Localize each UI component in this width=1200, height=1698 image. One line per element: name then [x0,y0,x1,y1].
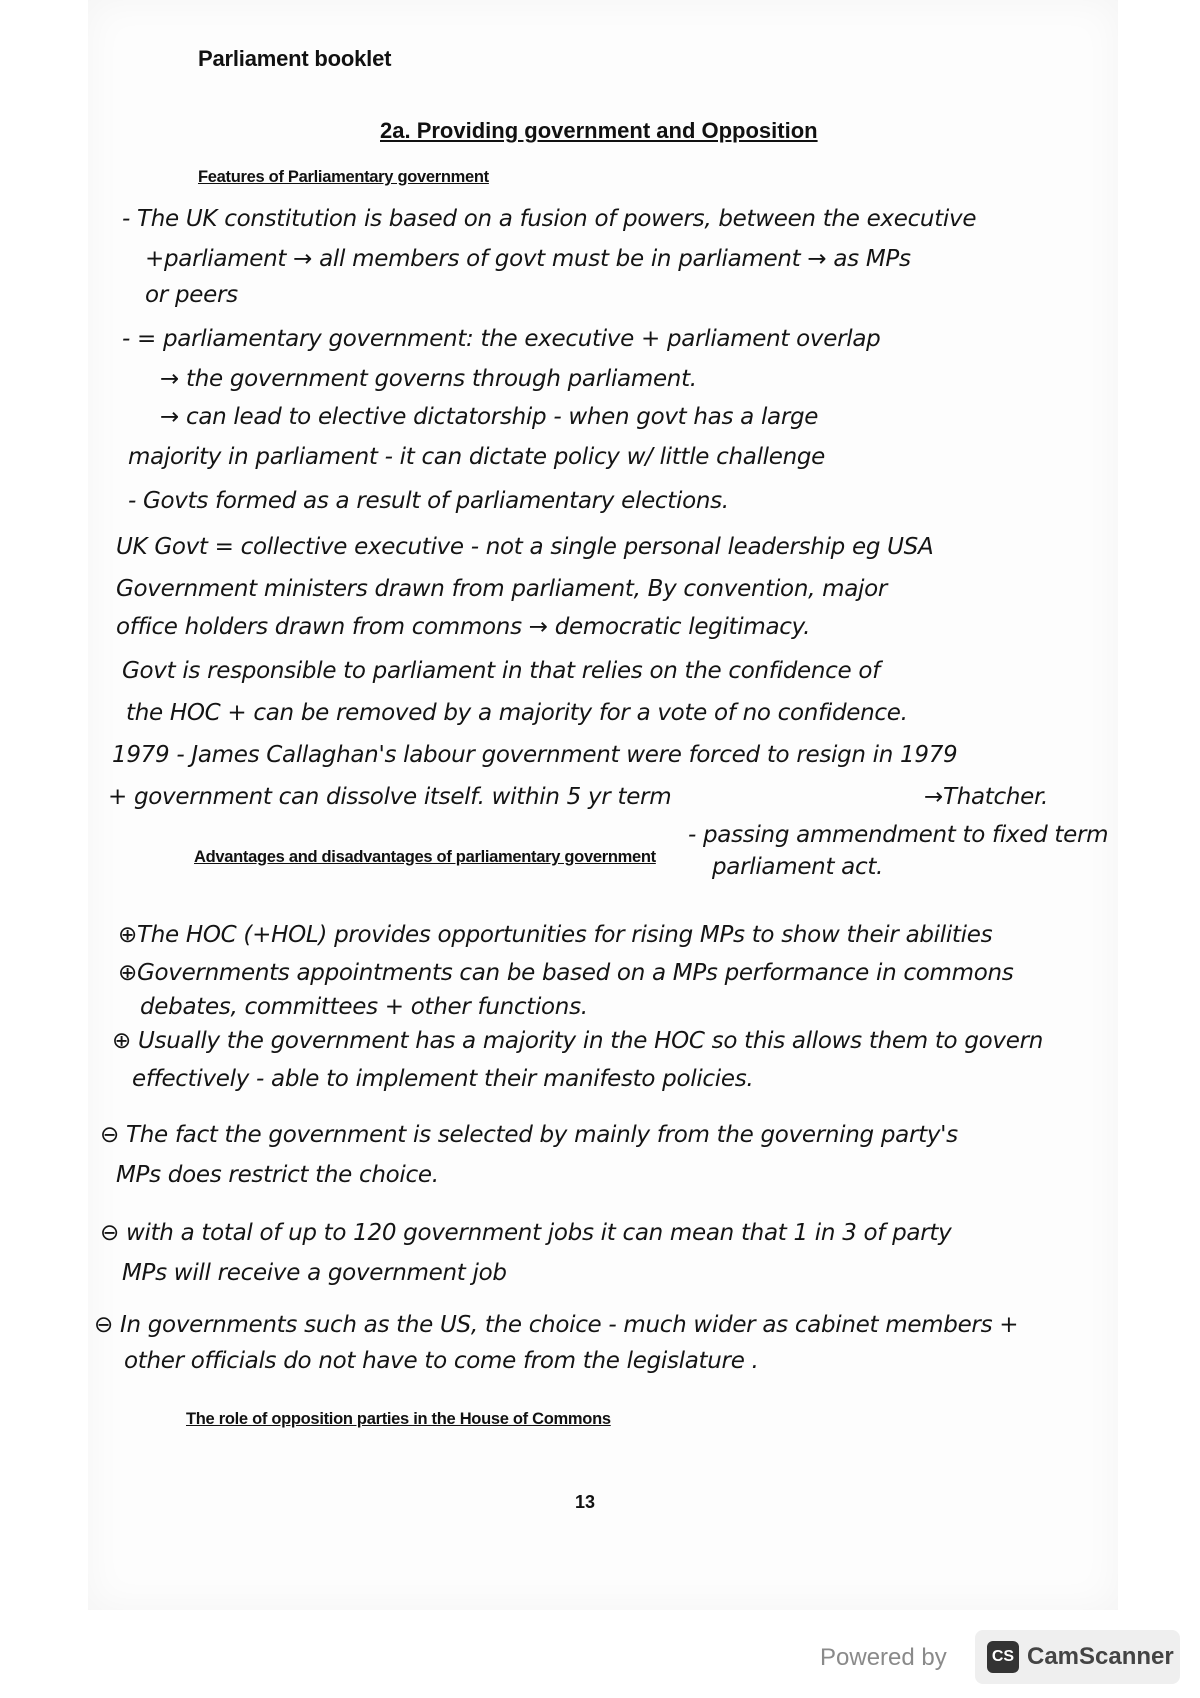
opposition-heading: The role of opposition parties in the House of Commons [186,1410,611,1428]
note-line: ⊖ In governments such as the US, the choice - much wider as cabinet members + [94,1312,1019,1338]
camscanner-watermark [820,1630,1180,1684]
features-heading: Features of Parliamentary government [198,168,489,186]
booklet-title: Parliament booklet [198,46,392,71]
note-line: MPs will receive a government job [122,1260,507,1286]
note-line: → can lead to elective dictatorship - when govt has a large [160,404,819,430]
camscanner-badge [975,1630,1180,1684]
camscanner-logo-icon: CS [987,1641,1019,1673]
note-line: ⊕ Usually the government has a majority in the HOC so this allows them to govern [112,1028,1044,1054]
section-title: 2a. Providing government and Opposition [380,118,818,143]
note-line: ⊖ The fact the government is selected by mainly from the governing party's [100,1122,958,1148]
note-line: - The UK constitution is based on a fusion of powers, between the executive [122,206,977,232]
note-line: - = parliamentary government: the executive + parliament overlap [122,326,881,352]
note-line: debates, committees + other functions. [140,994,588,1020]
note-line: ⊕The HOC (+HOL) provides opportunities for rising MPs to show their abilities [118,922,993,948]
note-line: UK Govt = collective executive - not a single personal leadership eg USA [116,534,934,560]
note-line: → the government governs through parliament. [160,366,697,392]
note-line: + government can dissolve itself. within 5 yr term [108,784,672,810]
note-line: majority in parliament - it can dictate policy w/ little challenge [128,444,826,470]
note-line: other officials do not have to come from the legislature . [124,1348,759,1374]
note-line: Govt is responsible to parliament in that relies on the confidence of [122,658,880,684]
note-line: office holders drawn from commons → democratic legitimacy. [116,614,811,640]
note-line: or peers [145,282,238,308]
powered-by-text: Powered by [820,1644,947,1671]
note-line: →Thatcher. [924,784,1049,810]
note-line: MPs does restrict the choice. [116,1162,439,1188]
note-line: the HOC + can be removed by a majority for a vote of no confidence. [126,700,908,726]
note-line: - Govts formed as a result of parliamentary elections. [128,488,729,514]
note-line: ⊖ with a total of up to 120 government jobs it can mean that 1 in 3 of party [100,1220,952,1246]
note-line: +parliament → all members of govt must be in parliament → as MPs [145,246,911,272]
note-line: ⊕Governments appointments can be based on a MPs performance in commons [118,960,1014,986]
advantages-heading: Advantages and disadvantages of parliamentary government [194,848,656,866]
note-line: - passing ammendment to fixed term [688,822,1109,848]
note-line: effectively - able to implement their manifesto policies. [132,1066,754,1092]
page-number: 13 [575,1492,596,1512]
note-line: parliament act. [712,854,884,880]
camscanner-brand: CamScanner [1027,1643,1174,1670]
note-line: Government ministers drawn from parliament, By convention, major [116,576,888,602]
note-line: 1979 - James Callaghan's labour government were forced to resign in 1979 [112,742,958,768]
